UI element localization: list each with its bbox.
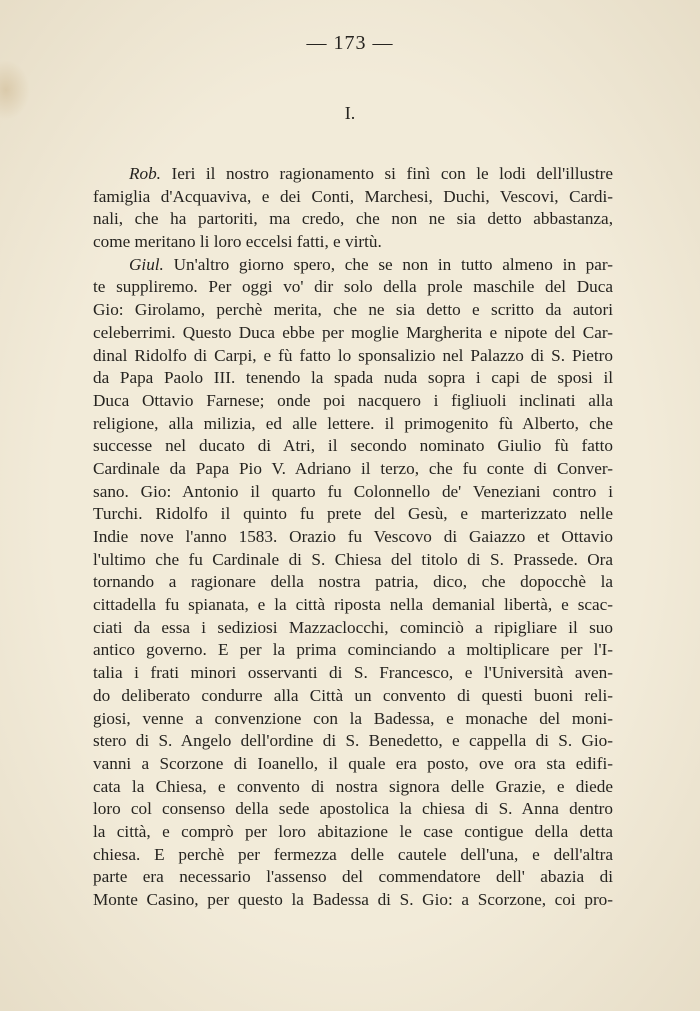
text-line: parte era necessario l'assenso del commendatore dell' abazia di [93,867,613,887]
text-line [93,254,613,277]
line-text: Un'altro giorno spero, che se non in tutto almeno in par- [163,254,613,274]
text-line: l'ultimo che fu Cardinale di S. Chiesa del titolo di S. Prassede. Ora [93,549,613,569]
text-line: Turchi. Ridolfo il quinto fu prete del Gesù, e marterizzato nelle [93,504,613,524]
text-line: stero di S. Angelo dell'ordine di S. Benedetto, e cappella di S. Gio- [93,731,613,751]
text-line: do deliberato condurre alla Città un convento di questi buoni reli- [93,685,613,705]
section-number: I. [344,103,356,123]
text-line: giosi, venne a convenzione con la Badessa, e monache del moni- [93,708,613,728]
text-line: Monte Casino, per questo la Badessa di S. Gio: a Scorzone, coi pro- [93,890,613,909]
line-text: Ieri il nostro ragionamento si finì con le lodi dell'illustre [160,164,613,183]
text-line: famiglia d'Acquaviva, e dei Conti, Marchesi, Duchi, Vescovi, Cardi- [93,186,613,206]
text-line: cittadella fu spianata, e la città riposta nella demanial libertà, e scac- [93,595,613,615]
text-line: nali, che ha partoriti, ma credo, che non ne sia detto abbastanza, [93,209,613,229]
text-line: loro col consenso della sede apostolica la chiesa di S. Anna dentro [93,799,613,819]
text-line: sano. Gio: Antonio il quarto fu Colonnello de' Veneziani contro i [93,481,613,501]
text-line: vanni a Scorzone di Ioanello, il quale era posto, ove ora sta edifi- [93,753,613,773]
text-line: religione, alla milizia, ed alle lettere. il primogenito fù Alberto, che [93,413,613,433]
text-line [93,163,613,186]
text-line: Cardinale da Papa Pio V. Adriano il terzo, che fu conte di Conver- [93,458,613,478]
text-line: ciati da essa i sediziosi Mazzaclocchi, cominciò a ripigliare il suo [93,617,613,637]
text-line: come meritano li loro eccelsi fatti, e virtù. [93,232,382,252]
text-line: tornando a ragionare della nostra patria, dico, che dopocchè la [93,572,613,592]
text-line: successe nel ducato di Atri, il secondo nominato Giulio fù fatto [93,436,613,456]
text-line: Gio: Girolamo, perchè merita, che ne sia detto e scritto da autori [93,300,613,320]
text-line: Duca Ottavio Farnese; onde poi nacquero i figliuoli inclinati alla [93,390,613,410]
text-line: talia i frati minori osservanti di S. Francesco, e l'Università aven- [93,663,613,683]
text-line: la città, e comprò per loro abitazione le case contigue della detta [93,821,613,841]
body-text [93,163,613,912]
text-line: antico governo. E per la prima cominciando a moltiplicare per l'I- [93,640,613,660]
speaker-label: Giul. [129,254,164,274]
page-number: — 173 — [306,32,394,54]
text-line: Indie nove l'anno 1583. Orazio fu Vescovo di Gaiazzo et Ottavio [93,527,613,546]
text-line: chiesa. E perchè per fermezza delle cautele dell'una, e dell'altra [93,844,613,864]
text-line: dinal Ridolfo di Carpi, e fù fatto lo sponsalizio nel Palazzo di S. Pietro [93,345,613,365]
text-line: cata la Chiesa, e convento di nostra signora delle Grazie, e diede [93,776,613,796]
text-line: celeberrimi. Questo Duca ebbe per moglie Margherita e nipote del Car- [93,322,613,342]
text-line: te suppliremo. Per oggi vo' dir solo della prole maschile del Duca [93,277,613,297]
speaker-label: Rob. [129,164,161,183]
text-line: da Papa Paolo III. tenendo la spada nuda sopra i capi de sposi il [93,368,613,388]
